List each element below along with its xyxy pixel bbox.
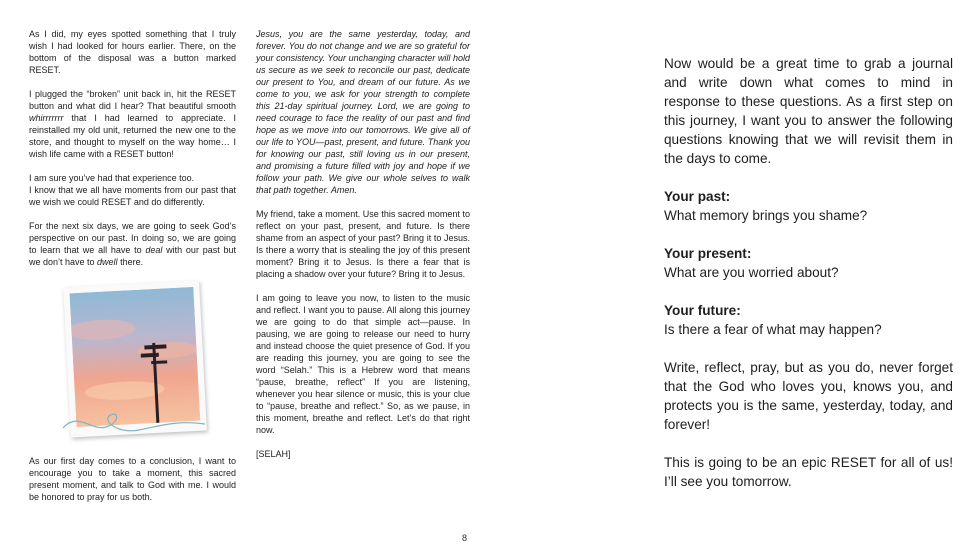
heading-past: Your past: <box>664 189 731 204</box>
paragraph-disposal: As I did, my eyes spotted something that I truly wish I had looked for hours earlier. There, on the bottom of the disposal was a button marked RESET. <box>29 29 236 75</box>
text: I know that we all have moments from our past that we wish we could RESET and do differently. <box>29 185 236 207</box>
emphasis-dwell: dwell <box>97 257 118 267</box>
signpost-photo <box>59 280 209 445</box>
question-present <box>664 244 953 282</box>
right-column <box>664 54 953 510</box>
question-future <box>664 301 953 339</box>
left-column <box>29 28 236 515</box>
paragraph-reset-button <box>29 88 236 160</box>
text: there. <box>117 257 144 267</box>
emphasis-whir: whirrrrrrr <box>29 113 64 123</box>
paragraph-reflect: My friend, take a moment. Use this sacred moment to reflect on your past, present, and future. Is there shame from an aspect of your past? Bring it to Jesus. Is there a worry that is stealing the joy of this present moment? Bring it to Jesus. Is there a fear that is placing a shadow over your future? Bring it to Jesus. <box>256 209 470 279</box>
question-text: Is there a fear of what may happen? <box>664 322 882 337</box>
paragraph-journal: Now would be a great time to grab a journal and write down what comes to mind in response to these questions. As a first step on this journey, I want you to answer the following questions knowing that we will revisit them in the days to come. <box>664 56 953 166</box>
text: that I had learned to appreciate. I reinstalled my old unit, returned the new one to the store, and thought to myself on the way home… I wish life came with a RESET button! <box>29 113 236 159</box>
paragraph-write-reflect: Write, reflect, pray, but as you do, never forget that the God who loves you, knows you, and protects you is the same, yesterday, today, and forever! <box>664 360 953 432</box>
paragraph-experience <box>29 172 236 208</box>
heading-future: Your future: <box>664 303 741 318</box>
text: I plugged the “broken” unit back in, hit the RESET button and what did I hear? That beautiful smooth <box>29 89 236 111</box>
text: with our past but we don’t have to <box>29 245 236 267</box>
text: I am sure you’ve had that experience too. <box>29 173 195 183</box>
heading-present: Your present: <box>664 246 752 261</box>
question-past <box>664 187 953 225</box>
paragraph-conclusion: As our first day comes to a conclusion, I want to encourage you to take a moment, this sacred present moment, and talk to God with me. I would be honored to pray for us both. <box>29 456 236 502</box>
prayer-paragraph: Jesus, you are the same yesterday, today, and forever. You do not change and we are so grateful for your consistency. Your unchanging character will hold us secure as we seek to reconcile our past, dedicate our present to You, and dream of our future. As we come to you, we ask for your strength to complete this 21-day spiritual journey. Lord, we are going to need courage to face the reality of our past and find hope as we move into our tomorrows. We give all of our life to YOU—past, present, and future. Thank you for knowing our past, still loving us in our present, and promising a future filled with joy and hope if we follow your path. We give our whole selves to walk that path together. Amen. <box>256 29 470 195</box>
middle-column <box>256 28 470 472</box>
question-text: What are you worried about? <box>664 265 839 280</box>
emphasis-deal: deal <box>145 245 163 255</box>
text: For the next six days, we are going to seek God’s perspective on our past. In doing so, we are going to learn that we all have to <box>29 221 236 255</box>
paragraph-closing: This is going to be an epic RESET for all of us! I’ll see you tomorrow. <box>664 455 953 489</box>
decorative-swirl <box>59 400 209 444</box>
page-number: 8 <box>461 533 467 543</box>
paragraph-pause: I am going to leave you now, to listen to the music and reflect. I want you to pause. All along this journey we are going to do that simple act—pause. In pausing, we are going to release our need to hurry and instead choose the quiet presence of God. If you are reading this journey, you are going to see the word “Selah.” This is a Hebrew word that means “pause, breathe, reflect” If you are listening, whenever you hear silence or music, this is your clue to “pause, breathe and reflect.” So, as we pause, in this moment, breathe and reflect. Let’s do that right now. <box>256 293 470 435</box>
question-text: What memory brings you shame? <box>664 208 868 223</box>
selah-marker: [SELAH] <box>256 449 291 459</box>
paragraph-six-days <box>29 220 236 268</box>
